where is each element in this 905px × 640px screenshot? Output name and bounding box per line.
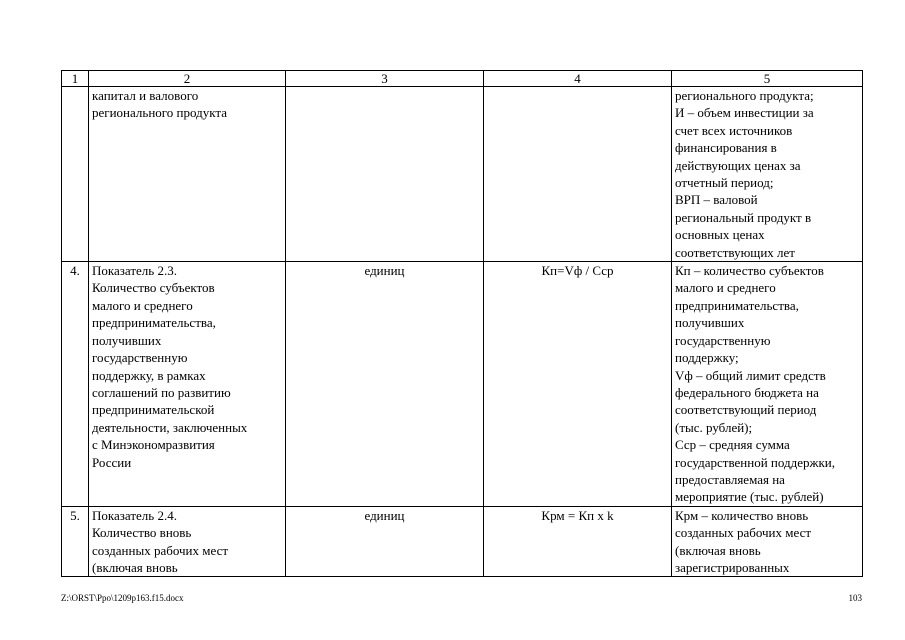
cell-line: ВРП – валовой xyxy=(675,192,758,208)
cell-line: И – объем инвестиции за xyxy=(675,105,814,121)
formula-cell: Кп=Vф / Сср xyxy=(484,262,672,507)
description-cell xyxy=(672,87,863,262)
cell-line: Сср – средняя сумма xyxy=(675,437,790,453)
cell-line: основных ценах xyxy=(675,227,765,243)
cell-line: капитал и валового xyxy=(92,88,199,103)
header-cell-1: 1 xyxy=(62,71,89,87)
header-cell-4: 4 xyxy=(484,71,672,87)
cell-line: (включая вновь xyxy=(675,542,761,558)
cell-line: Кп – количество субъектов xyxy=(675,263,824,279)
table-row xyxy=(62,262,863,507)
row-number: 5. xyxy=(62,506,89,577)
cell-line: мероприятие (тыс. рублей) xyxy=(675,489,824,505)
cell-line: регионального продукта; xyxy=(675,88,814,103)
cell-line: получивших xyxy=(675,315,745,331)
header-cell-5: 5 xyxy=(672,71,863,87)
cell-line: Количество субъектов xyxy=(92,280,215,296)
unit-cell xyxy=(286,87,484,262)
cell-line: региональный продукт в xyxy=(675,209,812,225)
cell-line: предпринимательства, xyxy=(675,297,799,313)
header-row xyxy=(62,71,863,87)
cell-line: зарегистрированных xyxy=(675,559,790,575)
cell-line: отчетный период; xyxy=(675,175,774,191)
cell-line: малого и среднего xyxy=(675,280,776,296)
cell-line: Vф – общий лимит средств xyxy=(675,367,826,383)
cell-line: получивших xyxy=(92,332,162,348)
cell-line: созданных рабочих мест xyxy=(675,525,812,541)
formula-cell xyxy=(484,87,672,262)
indicator-name-cell xyxy=(89,87,286,262)
indicator-name-cell xyxy=(89,262,286,507)
cell-line: предпринимательства, xyxy=(92,315,216,331)
unit-cell: единиц xyxy=(286,506,484,577)
cell-line: действующих ценах за xyxy=(675,157,801,173)
cell-line: Количество вновь xyxy=(92,525,192,541)
footer-page-number: 103 xyxy=(848,593,862,603)
description-cell xyxy=(672,262,863,507)
unit-cell: единиц xyxy=(286,262,484,507)
cell-line: соответствующий период xyxy=(675,402,817,418)
cell-line: Показатель 2.3. xyxy=(92,263,177,279)
formula-cell: Крм = Кп x k xyxy=(484,506,672,577)
cell-line: финансирования в xyxy=(675,140,777,156)
cell-line: Показатель 2.4. xyxy=(92,507,177,523)
cell-line: регионального продукта xyxy=(92,105,227,121)
cell-line: счет всех источников xyxy=(675,122,793,138)
row-number xyxy=(62,87,89,262)
cell-line: федерального бюджета на xyxy=(675,384,819,400)
cell-line: предпринимательской xyxy=(92,402,215,418)
cell-line: поддержку; xyxy=(675,350,739,366)
indicator-name-cell xyxy=(89,506,286,577)
cell-line: поддержку, в рамках xyxy=(92,367,206,383)
cell-line: государственную xyxy=(92,350,188,366)
cell-line: деятельности, заключенных xyxy=(92,419,248,435)
header-cell-2: 2 xyxy=(89,71,286,87)
footer-file-path: Z:\ORST\Ppo\1209p163.f15.docx xyxy=(61,593,184,603)
cell-line: (включая вновь xyxy=(92,559,178,575)
cell-line: с Минэкономразвития xyxy=(92,437,215,453)
document-table xyxy=(61,70,863,577)
cell-line: Крм – количество вновь xyxy=(675,507,809,523)
cell-line: соответствующих лет xyxy=(675,244,795,260)
cell-line: (тыс. рублей); xyxy=(675,419,753,435)
table-row xyxy=(62,87,863,262)
cell-line: России xyxy=(92,454,132,470)
header-cell-3: 3 xyxy=(286,71,484,87)
table-row xyxy=(62,506,863,577)
cell-line: соглашений по развитию xyxy=(92,384,231,400)
description-cell xyxy=(672,506,863,577)
row-number: 4. xyxy=(62,262,89,507)
cell-line: государственную xyxy=(675,332,771,348)
cell-line: предоставляемая на xyxy=(675,471,785,487)
cell-line: созданных рабочих мест xyxy=(92,542,229,558)
cell-line: государственной поддержки, xyxy=(675,454,835,470)
cell-line: малого и среднего xyxy=(92,297,193,313)
